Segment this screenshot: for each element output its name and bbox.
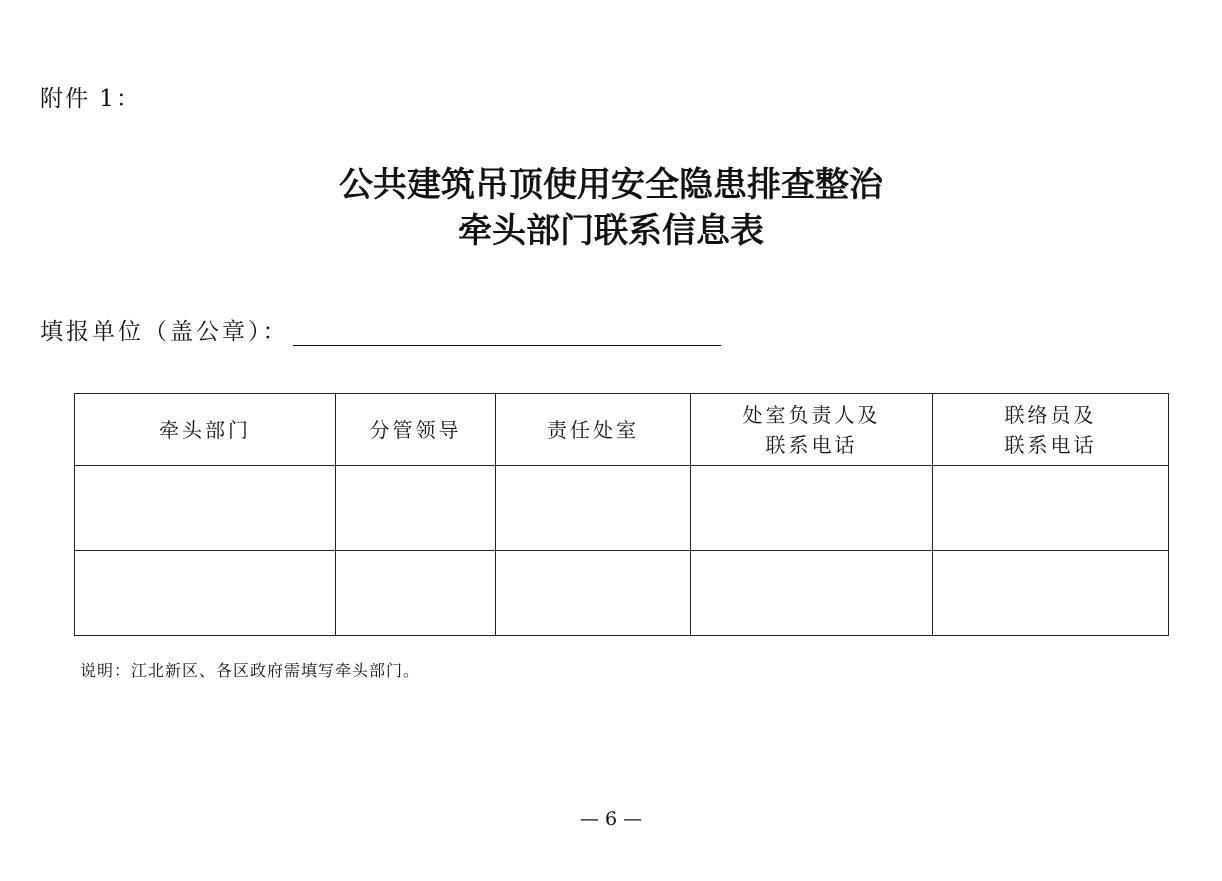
table-cell[interactable] <box>933 466 1169 551</box>
header-responsible-office: 责任处室 <box>496 394 691 466</box>
page-number: — 6 — <box>579 808 643 830</box>
table-cell[interactable] <box>691 551 933 636</box>
header-office-head-contact: 处室负责人及 联系电话 <box>691 394 933 466</box>
table-header-row <box>75 394 1169 466</box>
document-title-line-2: 牵头部门联系信息表 <box>458 211 764 251</box>
fill-unit-label: 填报单位（盖公章）： <box>40 319 289 345</box>
header-supervising-leader: 分管领导 <box>336 394 496 466</box>
contact-info-table <box>74 393 1169 636</box>
table-row <box>75 466 1169 551</box>
header-liaison-contact: 联络员及 联系电话 <box>933 394 1169 466</box>
attachment-label: 附件 1： <box>40 86 141 112</box>
table-cell[interactable] <box>336 551 496 636</box>
table-cell[interactable] <box>75 466 336 551</box>
table-cell[interactable] <box>933 551 1169 636</box>
table-cell[interactable] <box>336 466 496 551</box>
fill-unit-row <box>40 313 721 346</box>
table-cell[interactable] <box>691 466 933 551</box>
document-title-line-1: 公共建筑吊顶使用安全隐患排查整治 <box>339 165 883 205</box>
fill-unit-blank-line[interactable] <box>293 317 721 346</box>
table-cell[interactable] <box>496 466 691 551</box>
header-lead-department: 牵头部门 <box>75 394 336 466</box>
table-cell[interactable] <box>75 551 336 636</box>
table-note: 说明：江北新区、各区政府需填写牵头部门。 <box>80 661 421 680</box>
table-row <box>75 551 1169 636</box>
table-cell[interactable] <box>496 551 691 636</box>
